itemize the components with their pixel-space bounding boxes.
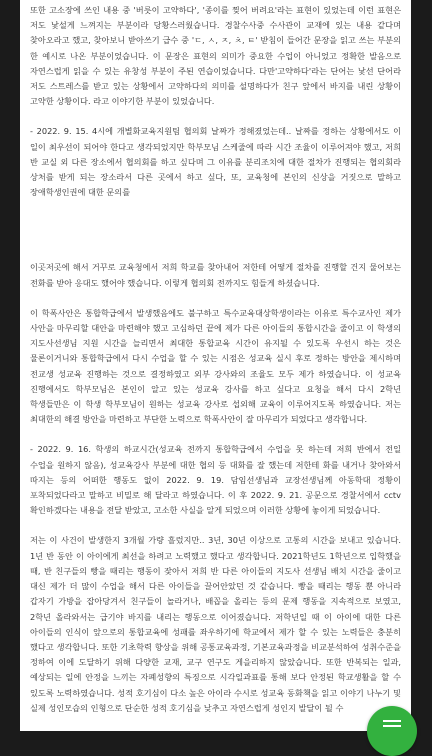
paragraph-5: - 2022. 9. 16. 학생의 하교시간(성교육 전까지 통합학급에서 수업을 못 하는데 저희 반에서 전일 수업을 원하지 않음), 성교육강사 부분에 대한 협의 등 대화를 잘 했는데 저한테 화를 내거나 찾아와서 따지는 등의 어떠한 행동도 없이 2022. 9. 19. 담임선생님과 교장선생님께 아동학대 정황이 포착되었다라고 말하고 비밀로 해 달라고 하였습니다. 이 후 2022. 9. 21. 공문으로 경찰서에서 cctv 확인하겠다는 내용을 전달 받았고, 고소한 사실을 알게 되었으며 이러한 상황에 놓이게 되었습니다. [30,444,401,516]
document-page [20,0,411,731]
paragraph-3: 이곳저곳에 해서 거꾸로 교육청에서 저희 학교를 찾아내어 저한테 어떻게 절차를 진행할 건지 물어보는 전화를 받아 응대도 했어야 했습니다. 이렇게 협의회 전까지도 힘들게 하셨습니다. [30,262,401,288]
floating-menu-button[interactable] [367,706,417,756]
document-body [20,0,411,716]
paragraph-1: 또한 고소장에 쓰인 내용 중 '버릇이 고약하다', '종이를 찢어 버려요'라는 표현이 있었는데 이런 표현은 저도 낯설게 느껴지는 부분이라 당황스러웠습니다. 경찰수사중 수사관이 교재에 있는 내용 같다며 찾아오라고 했고, 찾아보니 받아쓰기 급수 중 'ㄷ, ㅅ, ㅈ, ㅊ, ㅌ' 받침이 들어간 문장을 읽고 쓰는 부분의 한 예시로 나온 부분이었습니다. 이 문장은 표현의 의미가 중요한 수업이 아니었고 정확한 발음으로 자연스럽게 읽을 수 있는 유창성 부분이 주된 연습이었습니다. 다만'고약하다'라는 단어는 낯선 단어라 저도 스트레스를 받고 있는 상황에서 고약하다의 의미를 설명하다가 친구 앞에서 바지를 내린 상황이 고약한 상황이다. 라고 이야기한 부분이 있었습니다. [30,5,401,107]
paragraph-2: - 2022. 9. 15. 4시에 개별화교육지원팀 협의회 날짜가 정해졌었는데.. 날짜를 정하는 상황에서도 이 일이 최우선이 되어야 한다고 생각되었지만 학부모님 스케줄에 따라 시간 조율이 이루어져야 했고, 저희 반 교실 외 다른 장소에서 협의회를 하고 싶다며 그 이유를 분리조치에 대한 절차가 진행되는 협의회라 상처를 받게 되는 장소라서 다른 곳에서 하고 싶다, 또, 교육청에 본인의 신상을 거짓으로 말하고 장애학생인권에 대한 문의를 [30,126,401,198]
paragraph-6: 저는 이 사건이 발생한지 3개월 가량 흘렀지만.. 3년, 30년 이상으로 고통의 시간을 보내고 있습니다. 1년 반 동안 이 아이에게 최선을 하려고 노력했고 했다고 생각합니다. 2021학년도 1학년으로 입학했을 때, 반 친구들의 빵을 때리는 행동이 잦아서 저희 반 다른 아이들의 지도사 선생님 배치 시간을 줄이고 대신 제가 더 많이 수업을 해서 다른 아이들을 끌어안았던 것 같습니다. 빵을 때리는 행동 뿐 아니라 갑자기 가방을 잡아당겨서 친구들이 놀라거나, 배꼽을 올리는 등의 문제 행동을 지속적으로 보였고, 2학년 올라와서는 급기야 바지를 내리는 행동으로 이어졌습니다. 저학년일 때 이 아이에 대한 다른 아이들의 인식이 앞으로의 통합교육에 성패를 좌우하기에 학교에서 제가 할 수 있는 노력들은 충분히 했다고 생각합니다. 또한 기초학력 향상을 위해 공통교육과정, 기본교육과정을 비교분석하여 성취수준을 정하여 이에 도달하기 위해 다양한 교재, 교구 연구도 게을리하지 않았습니다. 또한 반복되는 일과, 예상되는 일에 안정을 느끼는 자폐성향의 특징으로 시각일과표를 통해 보다 안정된 학교생활을 할 수 있도록 노력하였습니다. 성적 호기심이 다소 높은 아이라 수시로 성교육 동화책을 읽고 이야기 나누기 및 실제 성인모습의 인형으로 단순한 성적 호기심을 낮추고 자연스럽게 성인지 발달이 될 수 [30,535,401,713]
paragraph-4: 이 학폭사안은 통합학급에서 발생했음에도 불구하고 특수교육대상학생이라는 이유로 특수교사인 제가 사안을 마무리할 대안을 마련해야 했고 고심하던 끝에 제가 다른 아이들의 통합시간을 줄이고 이 학생의 지도사선생님 지원 시간을 늘리면서 최대한 통합교육 시간이 유지될 수 있도록 우선시 하는 것은 물론이거니와 통합학급에서 다시 수업을 할 수 있는 시점은 성교육 실시 후로 정하는 방안을 제시하며 전교생 성교육 진행하는 것으로 결정하였고 외부 강사와의 조율도 모두 제가 하였습니다. 이 성교육 진행에서도 학부모님은 본인이 알고 있는 성교육 강사를 하고 싶다고 요청을 해서 다시 2학년 학생들만은 이 학생 학부모님이 원하는 성교육 강사로 섭외해 교육이 이루어지도록 하였습니다. 저는 최대한의 해결 방안을 마련하고 부단한 노력으로 학폭사안이 잘 마무리가 되었다고 생각합니다. [30,307,401,425]
